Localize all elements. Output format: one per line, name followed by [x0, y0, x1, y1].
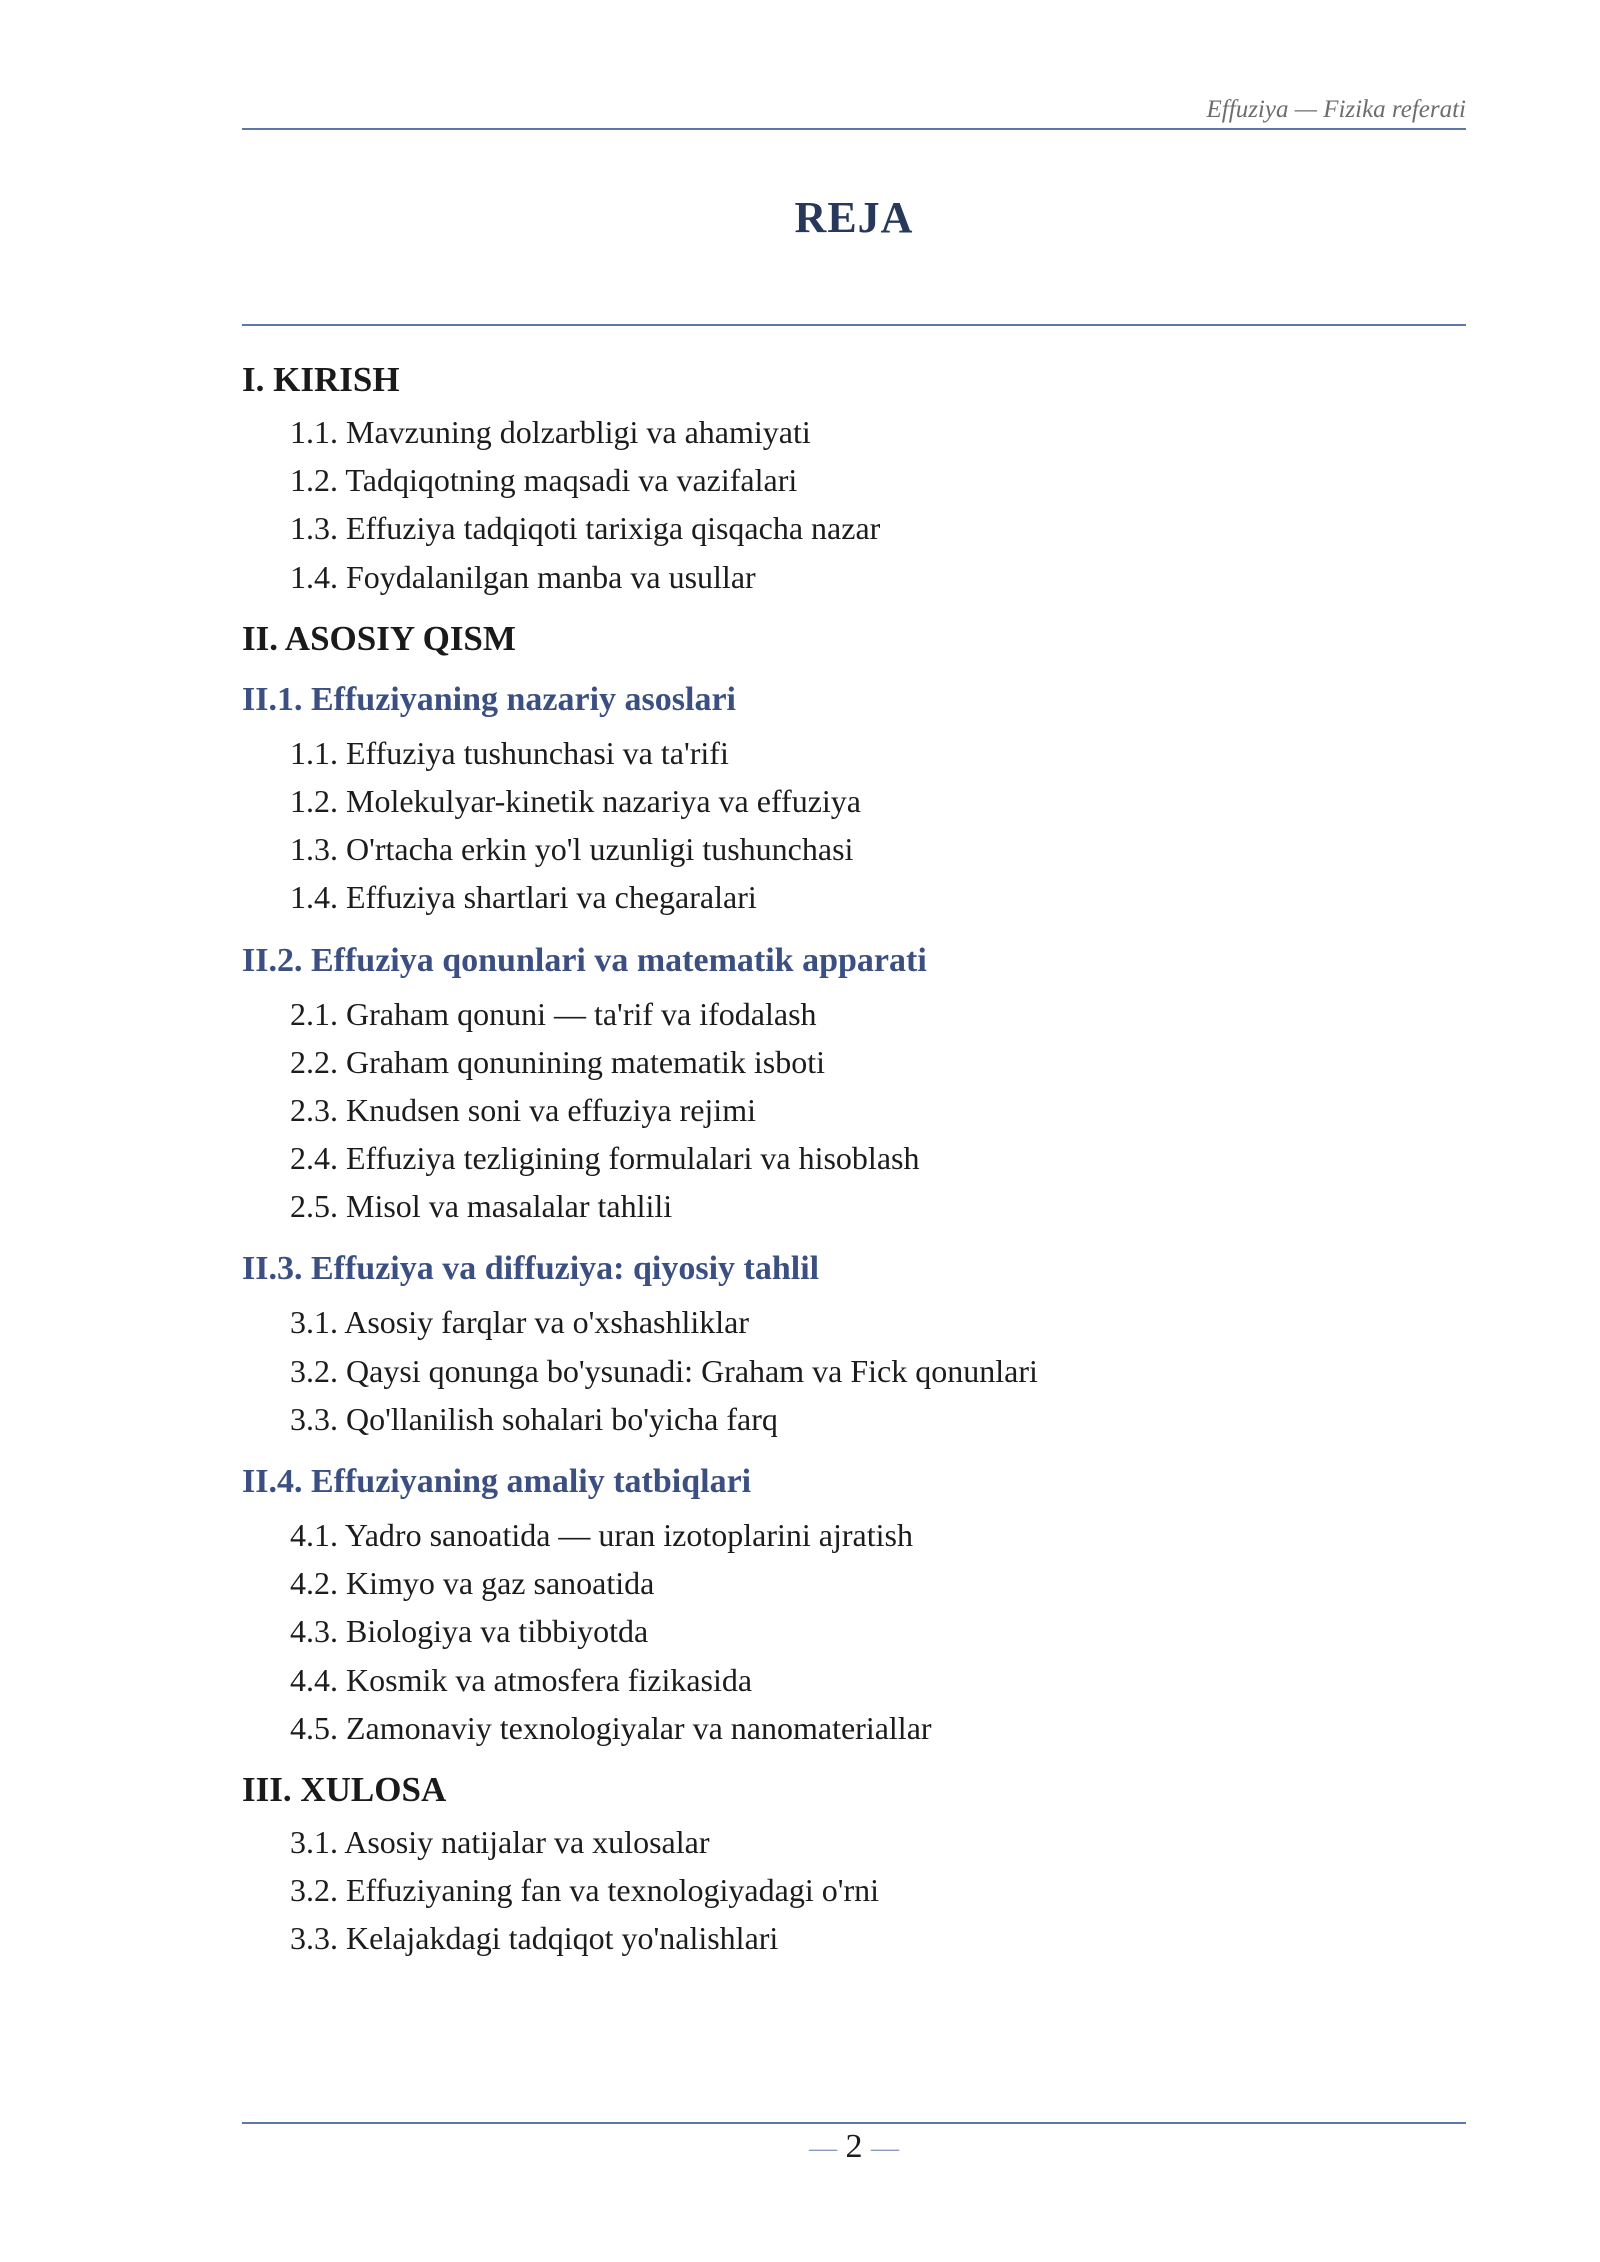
subsection-heading-ii-2: II.2. Effuziya qonunlari va matematik apparati	[242, 941, 927, 979]
outline-item: 1.2. Molekulyar-kinetik nazariya va effuziya	[290, 782, 861, 819]
outline-item: 4.4. Kosmik va atmosfera fizikasida	[290, 1661, 753, 1698]
subsection-items-ii-4	[242, 1511, 1466, 1752]
page-title: REJA	[794, 193, 914, 242]
outline-item: 3.2. Effuziyaning fan va texnologiyadagi o'rni	[290, 1872, 880, 1909]
outline-item: 1.2. Tadqiqotning maqsadi va vazifalari	[290, 462, 798, 499]
outline-item: 4.3. Biologiya va tibbiyotda	[290, 1613, 649, 1650]
section-items-xulosa	[242, 1818, 1466, 1963]
outline-item: 2.4. Effuziya tezligining formulalari va hisoblash	[290, 1140, 920, 1177]
section-items-kirish	[242, 408, 1466, 601]
page-number-dash-right: —	[871, 2133, 899, 2164]
outline-item: 1.4. Foydalanilgan manba va usullar	[290, 558, 756, 595]
section-heading-xulosa: III. XULOSA	[242, 1769, 447, 1809]
outline-item: 1.4. Effuziya shartlari va chegaralari	[290, 879, 757, 916]
outline-item: 2.2. Graham qonunining matematik isboti	[290, 1043, 826, 1080]
running-header: Effuziya — Fizika referati	[1206, 96, 1466, 123]
outline-item: 4.5. Zamonaviy texnologiyalar va nanomateriallar	[290, 1709, 932, 1746]
outline-item: 2.3. Knudsen soni va effuziya rejimi	[290, 1091, 756, 1128]
section-heading-asosiy-qism: II. ASOSIY QISM	[242, 618, 516, 658]
outline	[242, 352, 1466, 1973]
page-number	[242, 2128, 1466, 2166]
page-number-value: 2	[845, 2128, 863, 2165]
subsection-items-ii-1	[242, 729, 1466, 922]
outline-item: 1.1. Mavzuning dolzarbligi va ahamiyati	[290, 414, 811, 450]
outline-item: 2.1. Graham qonuni — ta'rif va ifodalash	[290, 995, 817, 1032]
header-rule	[242, 128, 1466, 130]
outline-item: 1.1. Effuziya tushunchasi va ta'rifi	[290, 734, 729, 771]
title-rule	[242, 324, 1466, 326]
outline-item: 3.3. Qo'llanilish sohalari bo'yicha farq	[290, 1400, 778, 1437]
footer-rule	[242, 2122, 1466, 2124]
outline-item: 1.3. Effuziya tadqiqoti tarixiga qisqacha nazar	[290, 510, 881, 547]
subsection-heading-ii-4: II.4. Effuziyaning amaliy tatbiqlari	[242, 1463, 752, 1500]
subsection-heading-ii-3: II.3. Effuziya va diffuziya: qiyosiy tahlil	[242, 1250, 820, 1288]
subsection-items-ii-2	[242, 990, 1466, 1231]
outline-item: 3.1. Asosiy farqlar va o'xshashliklar	[290, 1304, 750, 1341]
subsection-heading-ii-1: II.1. Effuziyaning nazariy asoslari	[242, 680, 736, 718]
page-number-dash-left: —	[809, 2133, 837, 2164]
outline-item: 4.1. Yadro sanoatida — uran izotoplarini ajratish	[290, 1517, 913, 1553]
section-heading-kirish: I. KIRISH	[242, 360, 400, 399]
outline-item: 4.2. Kimyo va gaz sanoatida	[290, 1565, 655, 1602]
outline-item: 3.2. Qaysi qonunga bo'ysunadi: Graham va Fick qonunlari	[290, 1352, 1038, 1389]
outline-item: 2.5. Misol va masalalar tahlili	[290, 1188, 673, 1225]
subsection-items-ii-3	[242, 1298, 1466, 1443]
outline-item: 3.1. Asosiy natijalar va xulosalar	[290, 1823, 710, 1860]
outline-item: 1.3. O'rtacha erkin yo'l uzunligi tushunchasi	[290, 831, 854, 868]
outline-item: 3.3. Kelajakdagi tadqiqot yo'nalishlari	[290, 1920, 779, 1957]
